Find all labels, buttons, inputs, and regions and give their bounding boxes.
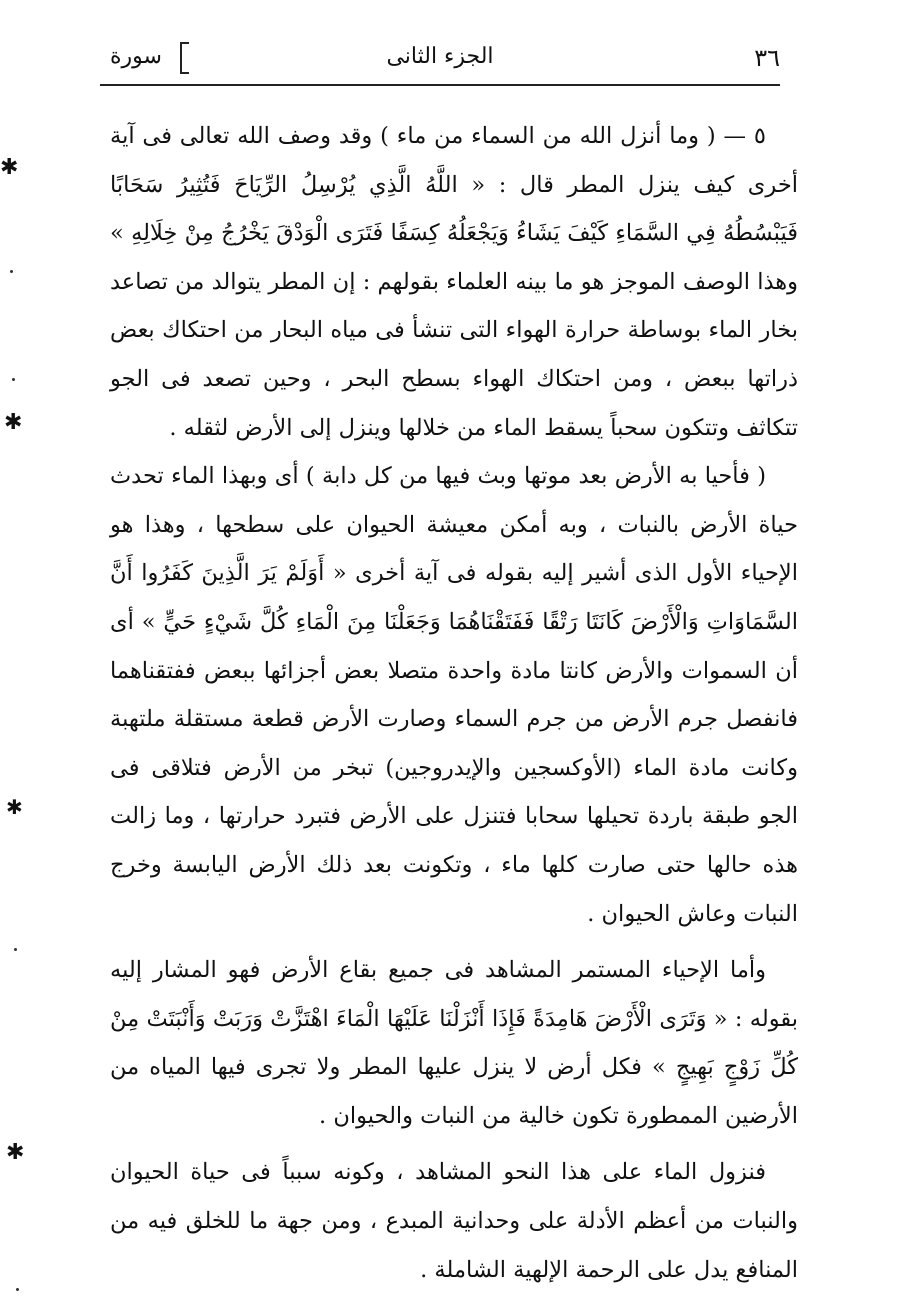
paragraph-3: وأما الإحياء المستمر المشاهد فى جميع بقاع الأرض فهو المشار إليه بقوله : « وَتَرَى الْأَرْضَ هَامِدَةً فَإِذَا أَنْزَلْنَا عَلَيْهَا الْمَاءَ اهْتَزَّتْ وَرَبَتْ وَأَنْبَتَتْ مِنْ كُلِّ زَوْجٍ بَهِيجٍ » فكل أرض لا ينزل عليها المطر ولا تجرى فيها المياه من الأرضين الممطورة تكون خالية من النبات والحيوان .: [110, 957, 798, 1129]
running-title: الجزء الثانى: [386, 44, 494, 69]
paragraph-2: ( فأحيا به الأرض بعد موتها وبث فيها من كل دابة ) أى وبهذا الماء تحدث حياة الأرض بالنبات ، وبه أمكن معيشة الحيوان على سطحها ، وهذا هو الإحياء الأول الذى أشير إليه بقوله فى آية أخرى « أَوَلَمْ يَرَ الَّذِينَ كَفَرُوا أَنَّ السَّمَاوَاتِ وَالْأَرْضَ كَانَتَا رَتْقًا فَفَتَقْنَاهُمَا وَجَعَلْنَا مِنَ الْمَاءِ كُلَّ شَيْءٍ حَيٍّ » أى أن السموات والأرض كانتا مادة واحدة متصلا بعض أجزائها ببعض ففتقناهما فانفصل جرم الأرض من جرم السماء وصارت الأرض قطعة مستقلة ملتهبة وكانت مادة الماء (الأوكسجين والإيدروجين) تبخر من الأرض فتلاقى فى الجو طبقة باردة تحيلها سحابا فتنزل على الأرض فتبرد حرارتها ، وما زالت هذه حالها حتى صارت كلها ماء ، وتكونت بعد ذلك الأرض اليابسة وخرج النبات وعاش الحيوان .: [110, 463, 798, 927]
paragraph-4: فنزول الماء على هذا النحو المشاهد ، وكونه سبباً فى حياة الحيوان والنبات من أعظم الأدلة على وحدانية المبدع ، ومن جهة ما للخلق فيه من المنافع يدل على الرحمة الإلهية الشاملة .: [110, 1159, 798, 1283]
margin-speck: [14, 948, 17, 951]
margin-ink-blot: ✱: [4, 410, 23, 435]
margin-speck: [16, 1288, 19, 1291]
page-number: ٣٦: [754, 44, 780, 72]
margin-speck: [12, 378, 15, 381]
body-text: [110, 112, 798, 1294]
paragraph-1: ٥ — ( وما أنزل الله من السماء من ماء ) وقد وصف الله تعالى فى آية أخرى كيف ينزل المطر قال : « اللَّهُ الَّذِي يُرْسِلُ الرِّيَاحَ فَتُثِيرُ سَحَابًا فَيَبْسُطُهُ فِي السَّمَاءِ كَيْفَ يَشَاءُ وَيَجْعَلُهُ كِسَفًا فَتَرَى الْوَدْقَ يَخْرُجُ مِنْ خِلَالِهِ » وهذا الوصف الموجز هو ما بينه العلماء بقولهم : إن المطر يتوالد من تصاعد بخار الماء بوساطة حرارة الهواء التى تنشأ فى مياه البحار من احتكاك بعض ذراتها ببعض ، ومن احتكاك الهواء بسطح البحر ، وحين تصعد فى الجو تتكاثف وتتكون سحباً يسقط الماء من خلالها وينزل إلى الأرض لثقله .: [110, 123, 798, 441]
header-rule: [100, 84, 780, 86]
margin-ink-blot: ✱: [6, 795, 23, 819]
header-bracket: [180, 42, 189, 74]
page-header: [100, 40, 780, 80]
margin-ink-blot: ✱: [6, 1140, 25, 1165]
margin-ink-blot: ✱: [0, 155, 19, 180]
running-surah: سورة: [110, 44, 162, 69]
margin-speck: [10, 270, 13, 273]
